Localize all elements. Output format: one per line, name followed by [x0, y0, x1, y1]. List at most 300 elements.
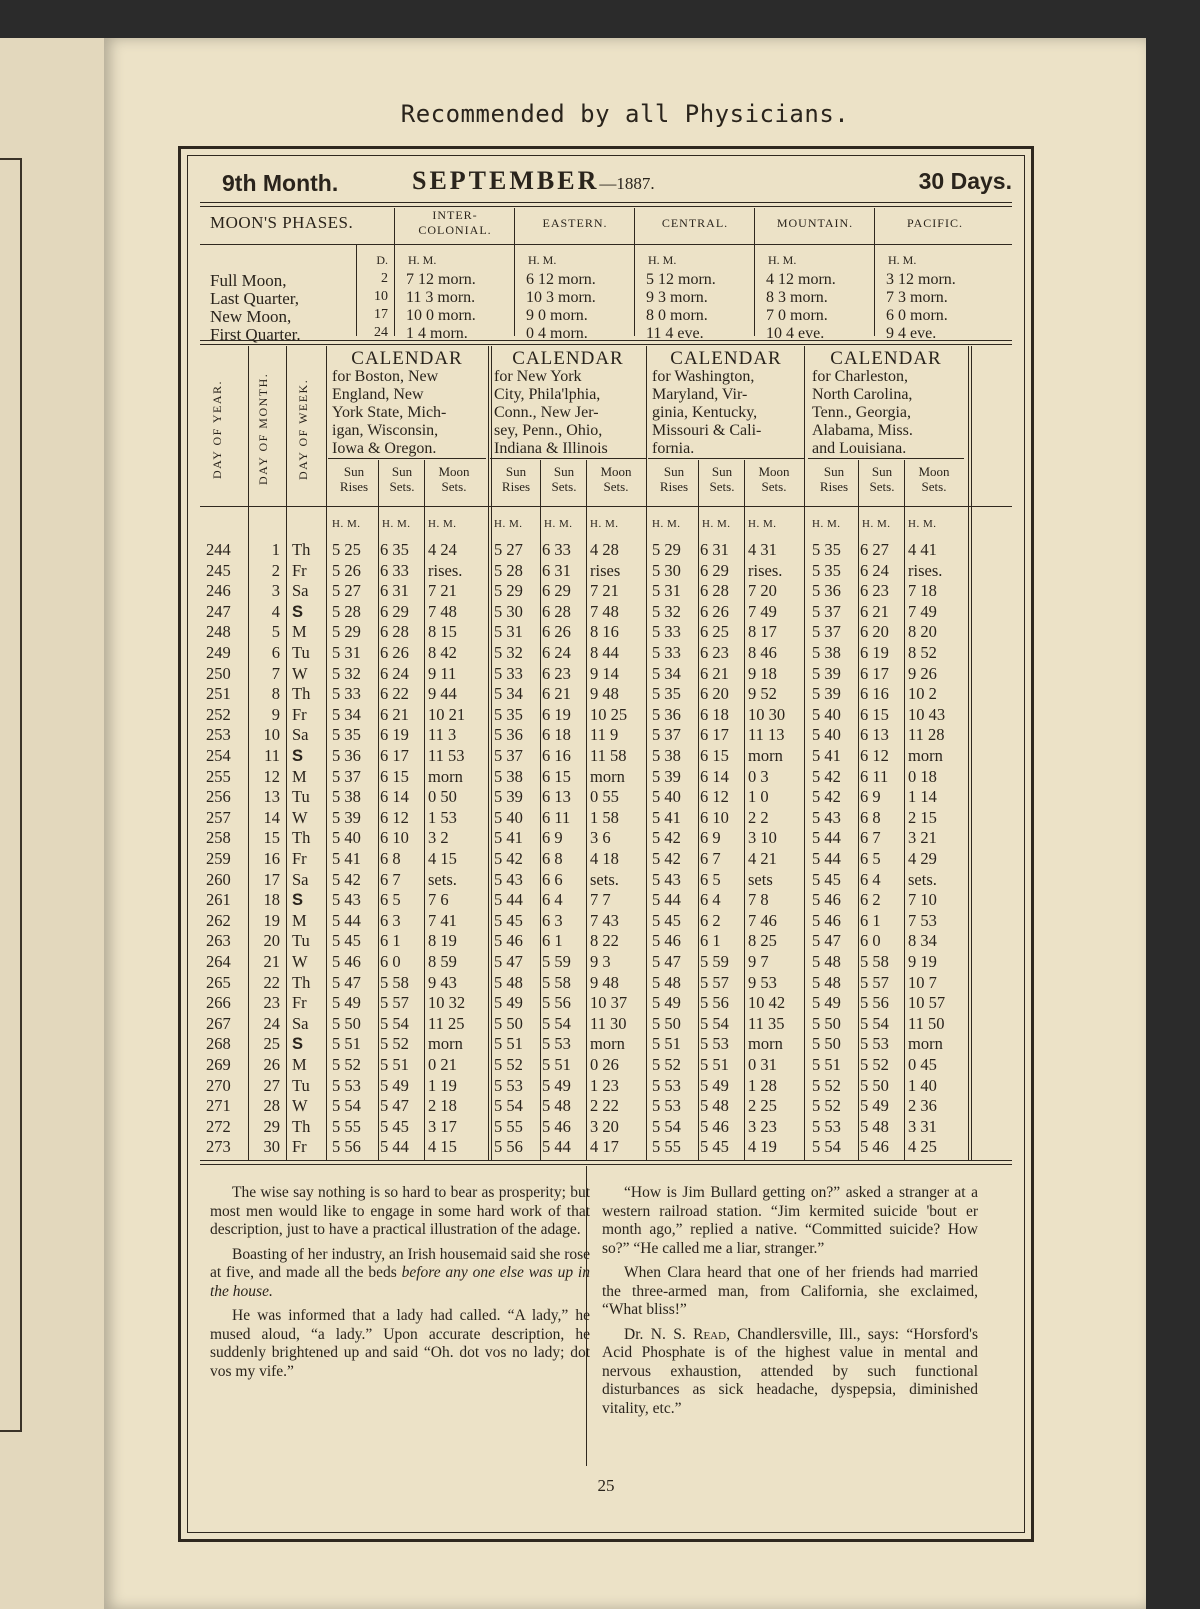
day-of-month: 8 [271, 684, 280, 704]
calendar-region-line: Maryland, Vir- [652, 386, 748, 403]
moon-sets-value: 11 28 [908, 725, 945, 745]
moon-sets-value: 4 19 [748, 1137, 777, 1157]
day-of-week: M [292, 910, 307, 930]
calendar-region-line: and Louisiana. [812, 440, 907, 457]
day-of-week: Sa [292, 581, 309, 601]
day-of-month: 18 [263, 890, 280, 910]
moon-sets-value: 7 46 [748, 910, 777, 930]
table-row [188, 540, 1024, 560]
sun-sets-value: 5 52 [860, 1055, 889, 1074]
month-name-block [412, 166, 655, 196]
moon-sets-value: 1 58 [590, 807, 619, 827]
sun-rises-value: 5 43 [812, 807, 841, 827]
calendar-region-line: Missouri & Cali- [652, 422, 762, 439]
sun-rises-value: 5 55 [332, 1116, 361, 1136]
day-of-week: Tu [292, 931, 310, 951]
calendar-cap: CALENDAR [351, 348, 463, 369]
moon-sets-value: 3 2 [428, 828, 449, 848]
sun-sets-value: 6 29 [700, 560, 729, 580]
sun-sets-value: 5 51 [700, 1055, 729, 1074]
table-row [188, 622, 1024, 642]
phase-time: 9 4 eve. [886, 325, 937, 342]
moon-sets-value: 8 15 [428, 622, 457, 642]
sun-rises-value: 5 38 [494, 766, 523, 786]
sun-rises-value: 5 31 [652, 581, 681, 601]
phase-time: 7 12 morn. [406, 271, 476, 288]
day-of-year: 244 [206, 540, 231, 559]
moon-sets-value: 0 3 [748, 766, 769, 786]
day-of-week-header: DAY OF WEEK. [296, 378, 310, 480]
sun-rises-value: 5 36 [332, 746, 361, 765]
calendar-region-line: York State, Mich- [332, 404, 447, 421]
sun-sets-value: 6 4 [860, 869, 881, 889]
day-of-year: 262 [206, 910, 231, 930]
sun-sets-value: 6 14 [380, 787, 409, 807]
sun-sets-value: 6 29 [542, 581, 571, 601]
sun-rises-value: 5 37 [812, 622, 841, 642]
sun-rises-value: 5 36 [652, 704, 681, 724]
sun-rises-value: 5 52 [812, 1075, 841, 1095]
calendar-region-line: Tenn., Georgia, [812, 404, 911, 421]
sun-rises-value: 5 35 [812, 540, 841, 559]
day-of-month: 13 [263, 787, 280, 807]
table-row [188, 561, 1024, 581]
day-of-year: 261 [206, 890, 231, 910]
sun-sets-value: 6 19 [860, 643, 889, 662]
table-row [188, 1096, 1024, 1116]
rule [394, 208, 395, 336]
moon-sets-value: morn [908, 746, 943, 765]
moon-sets-value: 11 30 [590, 1013, 627, 1033]
phase-time: 3 12 morn. [886, 271, 956, 288]
sun-sets-value: 6 20 [700, 684, 729, 704]
day-of-week: Fr [292, 849, 307, 868]
sun-rises-value: 5 52 [652, 1055, 681, 1074]
sun-rises-value: 5 41 [652, 807, 681, 827]
zone-header-line: PACIFIC. [907, 216, 963, 230]
sun-sets-value: 6 19 [380, 725, 409, 745]
phase-time: 10 4 eve. [766, 325, 825, 342]
sun-rises-value: 5 46 [812, 910, 841, 930]
table-row [188, 808, 1024, 828]
sun-rises-value: 5 39 [494, 787, 523, 807]
sun-sets-value: 5 47 [380, 1096, 409, 1116]
sun-sets-value: 5 48 [700, 1096, 729, 1116]
moon-sets-value: 8 59 [428, 952, 457, 971]
day-of-year: 251 [206, 684, 231, 704]
table-row [188, 828, 1024, 848]
moon-sets-value: 0 21 [428, 1055, 457, 1074]
column-subheader: Moon Sets. [438, 464, 470, 494]
rule [200, 344, 1012, 345]
moon-sets-value: morn [428, 766, 463, 786]
moon-sets-value: rises. [428, 560, 463, 580]
moon-sets-value: 0 45 [908, 1055, 937, 1074]
day-of-year-header: DAY OF YEAR. [210, 379, 224, 479]
day-of-month: 23 [263, 993, 280, 1013]
sun-sets-value: 6 7 [380, 869, 401, 889]
sun-sets-value: 5 56 [700, 993, 729, 1013]
day-of-month: 5 [271, 622, 280, 642]
sun-rises-value: 5 49 [652, 993, 681, 1013]
sun-rises-value: 5 53 [812, 1116, 841, 1136]
moon-sets-value: 4 29 [908, 849, 937, 868]
sun-sets-value: 5 57 [700, 972, 729, 992]
calendar-region-line: North Carolina, [812, 386, 913, 403]
facing-page [0, 38, 108, 1609]
moon-sets-value: sets. [908, 869, 937, 889]
sun-rises-value: 5 54 [812, 1137, 841, 1157]
sun-sets-value: 6 18 [700, 704, 729, 724]
moon-phases-label: MOON'S PHASES. [210, 213, 354, 232]
moon-sets-value: 7 8 [748, 890, 769, 910]
sun-rises-value: 5 54 [652, 1116, 681, 1136]
sun-sets-value: 6 31 [700, 540, 729, 559]
calendar-region-heading [332, 350, 482, 458]
day-of-week: W [292, 807, 308, 827]
sun-rises-value: 5 50 [812, 1013, 841, 1033]
hm-header: H. M. [544, 518, 573, 530]
sun-sets-value: 5 49 [380, 1075, 409, 1095]
sun-sets-value: 6 22 [380, 684, 409, 704]
sun-sets-value: 5 59 [700, 952, 729, 971]
moon-sets-value: 0 31 [748, 1055, 777, 1074]
moon-sets-value: 9 53 [748, 972, 777, 992]
sun-rises-value: 5 37 [652, 725, 681, 745]
sun-sets-value: 6 24 [542, 643, 571, 662]
sun-sets-value: 6 23 [542, 663, 571, 683]
day-of-week: S [292, 602, 304, 621]
moon-sets-value: 4 18 [590, 849, 619, 868]
moon-sets-value: 0 18 [908, 766, 937, 786]
moon-sets-value: 9 7 [748, 952, 769, 971]
calendar-frame-inner [187, 155, 1025, 1533]
sun-rises-value: 5 43 [652, 869, 681, 889]
sun-rises-value: 5 25 [332, 540, 361, 559]
sun-rises-value: 5 37 [332, 766, 361, 786]
moon-sets-value: 10 25 [590, 704, 628, 724]
table-row [188, 1055, 1024, 1075]
calendar-region-line: igan, Wisconsin, [332, 422, 439, 439]
day-of-year: 271 [206, 1096, 231, 1116]
rule [648, 458, 804, 459]
sun-sets-value: 5 59 [542, 952, 571, 971]
hm-header: H. M. [648, 253, 677, 267]
sun-rises-value: 5 47 [812, 931, 841, 951]
sun-rises-value: 5 54 [494, 1096, 523, 1116]
sun-sets-value: 5 48 [542, 1096, 571, 1116]
sun-sets-value: 6 5 [860, 849, 881, 868]
day-of-year: 264 [206, 952, 231, 971]
sun-sets-value: 6 5 [380, 890, 401, 910]
phase-time: 8 0 morn. [646, 307, 708, 324]
sun-rises-value: 5 52 [812, 1096, 841, 1116]
day-of-year: 270 [206, 1075, 231, 1095]
day-of-week: M [292, 766, 307, 786]
sun-rises-value: 5 41 [812, 746, 841, 765]
sun-rises-value: 5 49 [812, 993, 841, 1013]
sun-rises-value: 5 42 [812, 766, 841, 786]
phase-time: 11 3 morn. [406, 289, 476, 306]
sun-sets-value: 6 15 [860, 704, 889, 724]
day-of-month: 26 [263, 1055, 280, 1074]
zone-header-line: COLONIAL. [418, 223, 492, 237]
day-of-month: 14 [263, 807, 280, 827]
table-row [188, 870, 1024, 890]
calendar-region-line: for Boston, New [332, 368, 439, 385]
sun-rises-value: 5 32 [494, 643, 523, 662]
hm-header: H. M. [888, 253, 917, 267]
month-name: SEPTEMBER [412, 166, 600, 195]
sun-sets-value: 6 21 [542, 684, 571, 704]
sun-sets-value: 6 24 [380, 663, 409, 683]
sun-rises-value: 5 40 [652, 787, 681, 807]
sun-sets-value: 6 33 [380, 560, 409, 580]
sun-rises-value: 5 35 [812, 560, 841, 580]
day-of-year: 265 [206, 972, 231, 992]
table-row [188, 890, 1024, 910]
moon-sets-value: 7 48 [428, 601, 457, 621]
moon-sets-value: 11 3 [428, 725, 457, 745]
sun-rises-value: 5 49 [494, 993, 523, 1013]
sun-sets-value: 5 58 [380, 972, 409, 992]
sun-sets-value: 5 51 [380, 1055, 409, 1074]
sun-sets-value: 6 6 [542, 869, 563, 889]
sun-sets-value: 6 1 [380, 931, 401, 951]
table-row [188, 911, 1024, 931]
hm-header: H. M. [812, 518, 841, 530]
sun-sets-value: 5 54 [380, 1013, 409, 1033]
sun-sets-value: 6 7 [700, 849, 721, 868]
sun-rises-value: 5 46 [332, 952, 361, 971]
day-of-month: 19 [263, 910, 280, 930]
calendar-region-line: for New York [494, 368, 582, 385]
table-row [188, 993, 1024, 1013]
sun-rises-value: 5 53 [332, 1075, 361, 1095]
sun-rises-value: 5 46 [812, 890, 841, 910]
phase-time: 5 12 morn. [646, 271, 716, 288]
sun-rises-value: 5 48 [652, 972, 681, 992]
day-of-month: 21 [263, 952, 280, 971]
sun-sets-value: 6 26 [700, 601, 729, 621]
table-row [188, 664, 1024, 684]
sun-rises-value: 5 26 [332, 560, 361, 580]
paragraph-text: Boasting of her industry, an Irish housemaid said she rose at five, and made all the beds [210, 1245, 591, 1281]
sun-rises-value: 5 45 [812, 869, 841, 889]
column-subheader: Moon Sets. [758, 464, 790, 494]
moon-sets-value: 1 53 [428, 807, 457, 827]
day-of-year: 273 [206, 1137, 231, 1157]
moon-sets-value: 11 53 [428, 746, 465, 765]
phase-time: 10 3 morn. [526, 289, 596, 306]
moon-sets-value: 4 25 [908, 1137, 937, 1157]
moon-sets-value: 2 25 [748, 1096, 777, 1116]
moon-sets-value: 7 41 [428, 910, 457, 930]
sun-rises-value: 5 44 [652, 890, 681, 910]
sun-rises-value: 5 30 [494, 601, 523, 621]
sun-sets-value: 6 28 [542, 601, 571, 621]
rule [808, 458, 964, 459]
moon-sets-value: 7 53 [908, 910, 937, 930]
calendar-region-line: for Washington, [652, 368, 755, 385]
phase-time: 7 0 morn. [766, 307, 828, 324]
day-of-week: Sa [292, 1013, 309, 1033]
sun-sets-value: 6 17 [860, 663, 889, 683]
sun-sets-value: 6 33 [542, 540, 571, 559]
moon-sets-value: 7 18 [908, 581, 937, 601]
moon-sets-value: 7 6 [428, 890, 449, 910]
moon-sets-value: rises [590, 560, 621, 580]
calendar-region-line: Conn., New Jer- [494, 404, 599, 421]
day-of-week: Fr [292, 993, 307, 1013]
moon-sets-value: 9 18 [748, 663, 777, 683]
hm-header: H. M. [768, 253, 797, 267]
moon-sets-value: 1 28 [748, 1075, 777, 1095]
paragraph-smallcaps: Read [693, 1325, 727, 1343]
moon-sets-value: 8 46 [748, 643, 777, 662]
phase-time: 7 3 morn. [886, 289, 948, 306]
sun-sets-value: 6 28 [700, 581, 729, 601]
sun-sets-value: 6 23 [860, 581, 889, 601]
day-of-month: 28 [263, 1096, 280, 1116]
moon-sets-value: 9 3 [590, 952, 611, 971]
calendar-cap: CALENDAR [512, 348, 624, 369]
day-of-year: 253 [206, 725, 231, 745]
sun-rises-value: 5 46 [494, 931, 523, 951]
sun-rises-value: 5 42 [652, 828, 681, 848]
sun-sets-value: 6 12 [380, 807, 409, 827]
day-of-month: 3 [271, 581, 280, 601]
month-title-row [188, 156, 1024, 202]
table-row [188, 767, 1024, 787]
sun-rises-value: 5 34 [332, 704, 361, 724]
sun-sets-value: 6 4 [700, 890, 721, 910]
sun-rises-value: 5 43 [332, 890, 361, 910]
phase-name: Last Quarter, [210, 289, 300, 308]
calendar-region-line: Alabama, Miss. [812, 422, 913, 439]
moon-sets-value: 9 52 [748, 684, 777, 704]
sun-sets-value: 6 8 [860, 807, 881, 827]
moon-sets-value: 2 15 [908, 807, 937, 827]
sun-sets-value: 6 10 [700, 807, 729, 827]
moon-sets-value: 2 2 [748, 807, 769, 827]
moon-sets-value: 4 24 [428, 540, 457, 559]
phase-name: New Moon, [210, 307, 292, 326]
column-subheader: Sun Sets. [709, 464, 735, 494]
sun-rises-value: 5 38 [812, 643, 841, 662]
sun-sets-value: 6 21 [380, 704, 409, 724]
day-of-week: S [292, 891, 304, 910]
day-of-year: 248 [206, 622, 231, 642]
moon-sets-value: 7 48 [590, 601, 619, 621]
hm-header: H. M. [428, 518, 457, 530]
sun-rises-value: 5 35 [652, 684, 681, 704]
sun-sets-value: 6 10 [380, 828, 409, 848]
phase-time: 4 12 morn. [766, 271, 836, 288]
table-row [188, 849, 1024, 869]
calendar-region-heading [812, 350, 960, 458]
phase-time: 10 0 morn. [406, 307, 476, 324]
day-of-month: 29 [263, 1116, 280, 1136]
moon-sets-value: morn [428, 1034, 463, 1054]
rule [200, 506, 1012, 507]
zone-header-line: INTER- [432, 208, 478, 222]
sun-sets-value: 6 15 [380, 766, 409, 786]
sun-rises-value: 5 45 [494, 910, 523, 930]
moon-sets-value: 1 40 [908, 1075, 937, 1095]
sun-rises-value: 5 34 [494, 684, 523, 704]
sun-rises-value: 5 56 [332, 1137, 361, 1157]
sun-sets-value: 6 14 [700, 766, 729, 786]
text-column-left [210, 1184, 590, 1387]
sun-rises-value: 5 40 [812, 725, 841, 745]
sun-rises-value: 5 39 [812, 684, 841, 704]
day-of-week: Tu [292, 787, 310, 807]
moon-sets-value: 10 32 [428, 993, 466, 1013]
moon-sets-value: 9 48 [590, 972, 619, 992]
moon-sets-value: morn [748, 746, 783, 765]
day-of-week: Th [292, 684, 311, 704]
moon-sets-value: 8 19 [428, 931, 457, 951]
moon-sets-value: 3 31 [908, 1116, 937, 1136]
sun-rises-value: 5 39 [812, 663, 841, 683]
sun-rises-value: 5 27 [332, 581, 361, 601]
sun-sets-value: 6 17 [700, 725, 729, 745]
day-of-month: 11 [264, 746, 280, 765]
sun-rises-value: 5 37 [494, 746, 523, 765]
day-of-week: M [292, 1055, 307, 1074]
sun-sets-value: 6 13 [860, 725, 889, 745]
moon-sets-value: 3 17 [428, 1116, 457, 1136]
sun-rises-value: 5 44 [494, 890, 523, 910]
sun-rises-value: 5 46 [652, 931, 681, 951]
facing-page-border [0, 158, 22, 1432]
sun-rises-value: 5 53 [494, 1075, 523, 1095]
moon-sets-value: 10 2 [908, 684, 937, 704]
day-of-year: 269 [206, 1055, 231, 1074]
day-of-month: 4 [271, 601, 280, 621]
paragraph [602, 1326, 978, 1419]
sun-rises-value: 5 41 [332, 849, 361, 868]
zone-header-line: CENTRAL. [661, 216, 729, 230]
sun-rises-value: 5 54 [332, 1096, 361, 1116]
sun-sets-value: 6 27 [860, 540, 889, 559]
moon-sets-value: 10 37 [590, 993, 628, 1013]
calendar-region-line: for Charleston, [812, 368, 908, 385]
moon-sets-value: sets. [428, 869, 457, 889]
moon-sets-value: 3 21 [908, 828, 937, 848]
paragraph: The wise say nothing is so hard to bear as prosperity; but most men would like to engage in some hard work of that description, just to have a practical illustration of the adage. [210, 1184, 590, 1238]
sun-sets-value: 6 3 [380, 910, 401, 930]
hm-header: H. M. [590, 518, 619, 530]
sun-rises-value: 5 42 [332, 869, 361, 889]
rule [200, 1160, 1012, 1161]
text-column-right [602, 1184, 978, 1424]
sun-rises-value: 5 44 [812, 828, 841, 848]
day-of-year: 245 [206, 560, 231, 580]
sun-sets-value: 6 3 [542, 910, 563, 930]
hm-header: H. M. [494, 518, 523, 530]
sun-sets-value: 6 15 [542, 766, 571, 786]
paragraph-text: Dr. N. S. [624, 1325, 694, 1343]
day-of-week: Th [292, 1116, 311, 1136]
phase-time: 9 0 morn. [526, 307, 588, 324]
moon-sets-value: morn [590, 1034, 625, 1054]
sun-rises-value: 5 29 [652, 540, 681, 559]
sun-rises-value: 5 31 [494, 622, 523, 642]
sun-rises-value: 5 37 [812, 601, 841, 621]
sun-rises-value: 5 42 [652, 849, 681, 868]
